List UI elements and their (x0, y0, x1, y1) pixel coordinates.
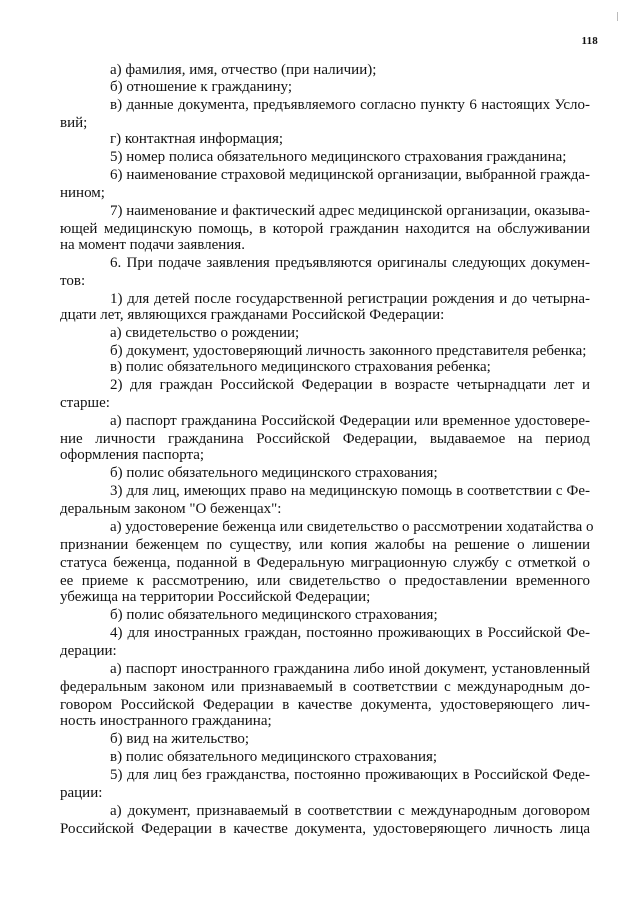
text-line: 2) для граждан Российской Федерации в возрасте четырнадцати лет и (110, 377, 590, 393)
text-line: ющей медицинскую помощь, в которой гражданин находится на обслуживании (60, 221, 590, 237)
text-line: в) полис обязательного медицинского страхования ребенка; (110, 359, 491, 375)
text-line: 6) наименование страховой медицинской организации, выбранной гражда- (110, 167, 590, 183)
text-line: а) удостоверение беженца или свидетельство о рассмотрении ходатайства о (110, 519, 594, 535)
text-line: рации: (60, 785, 103, 801)
text-line: б) документ, удостоверяющий личность законного представителя ребенка; (110, 343, 587, 359)
text-line: в) данные документа, предъявляемого согласно пункту 6 настоящих Усло- (110, 97, 590, 113)
text-line: 5) для лиц без гражданства, постоянно проживающих в Российской Феде- (110, 767, 590, 783)
text-line: 5) номер полиса обязательного медицинского страхования гражданина; (110, 149, 567, 165)
text-line: ее приеме к рассмотрению, или свидетельство о предоставлении временного (60, 573, 590, 589)
text-line: б) полис обязательного медицинского страхования; (110, 607, 438, 623)
text-line: б) вид на жительство; (110, 731, 250, 747)
text-line: федеральным законом или признаваемый в соответствии с международным до- (60, 679, 590, 695)
text-line: а) паспорт гражданина Российской Федерации или временное удостовере- (110, 413, 590, 429)
text-line: нином; (60, 185, 105, 201)
text-line: а) паспорт иностранного гражданина либо иной документ, установленный (110, 661, 590, 677)
text-line: признании беженцем по существу, или копия жалобы на решение о лишении (60, 537, 590, 553)
text-line: б) полис обязательного медицинского страхования; (110, 465, 438, 481)
text-line: оформления паспорта; (60, 447, 205, 463)
text-line: 4) для иностранных граждан, постоянно проживающих в Российской Фе- (110, 625, 590, 641)
text-line: старше: (60, 395, 110, 411)
text-line: а) фамилия, имя, отчество (при наличии); (110, 62, 377, 78)
page-number: 118 (581, 35, 598, 47)
text-line: дцати лет, являющихся гражданами Российской Федерации: (60, 307, 445, 323)
text-line: 1) для детей после государственной регистрации рождения и до четырна- (110, 291, 590, 307)
text-line: б) отношение к гражданину; (110, 79, 292, 95)
text-line: г) контактная информация; (110, 131, 284, 147)
text-line: 7) наименование и фактический адрес медицинской организации, оказыва- (110, 203, 590, 219)
text-line: вий; (60, 115, 88, 131)
text-line: статуса беженца, поданной в Федеральную миграционную службу с отметкой о (60, 555, 590, 571)
text-line: говором Российской Федерации в качестве документа, удостоверяющего лич- (60, 697, 590, 713)
text-line: на момент подачи заявления. (60, 237, 245, 253)
text-line: убежища на территории Российской Федерации; (60, 589, 371, 605)
text-line: дерации: (60, 643, 117, 659)
text-line: тов: (60, 273, 86, 289)
text-line: Российской Федерации в качестве документа, удостоверяющего личность лица (60, 821, 590, 837)
text-line: 3) для лиц, имеющих право на медицинскую помощь в соответствии с Фе- (110, 483, 590, 499)
text-line: а) свидетельство о рождении; (110, 325, 300, 341)
text-line: а) документ, признаваемый в соответствии с международным договором (110, 803, 590, 819)
text-line: деральным законом "О беженцах": (60, 501, 282, 517)
text-line: в) полис обязательного медицинского страхования; (110, 749, 438, 765)
text-line: ние личности гражданина Российской Федерации, выдаваемое на период (60, 431, 590, 447)
text-line: 6. При подаче заявления предъявляются оригиналы следующих докумен- (110, 255, 590, 271)
scan-mark (617, 12, 618, 21)
text-line: ность иностранного гражданина; (60, 713, 272, 729)
